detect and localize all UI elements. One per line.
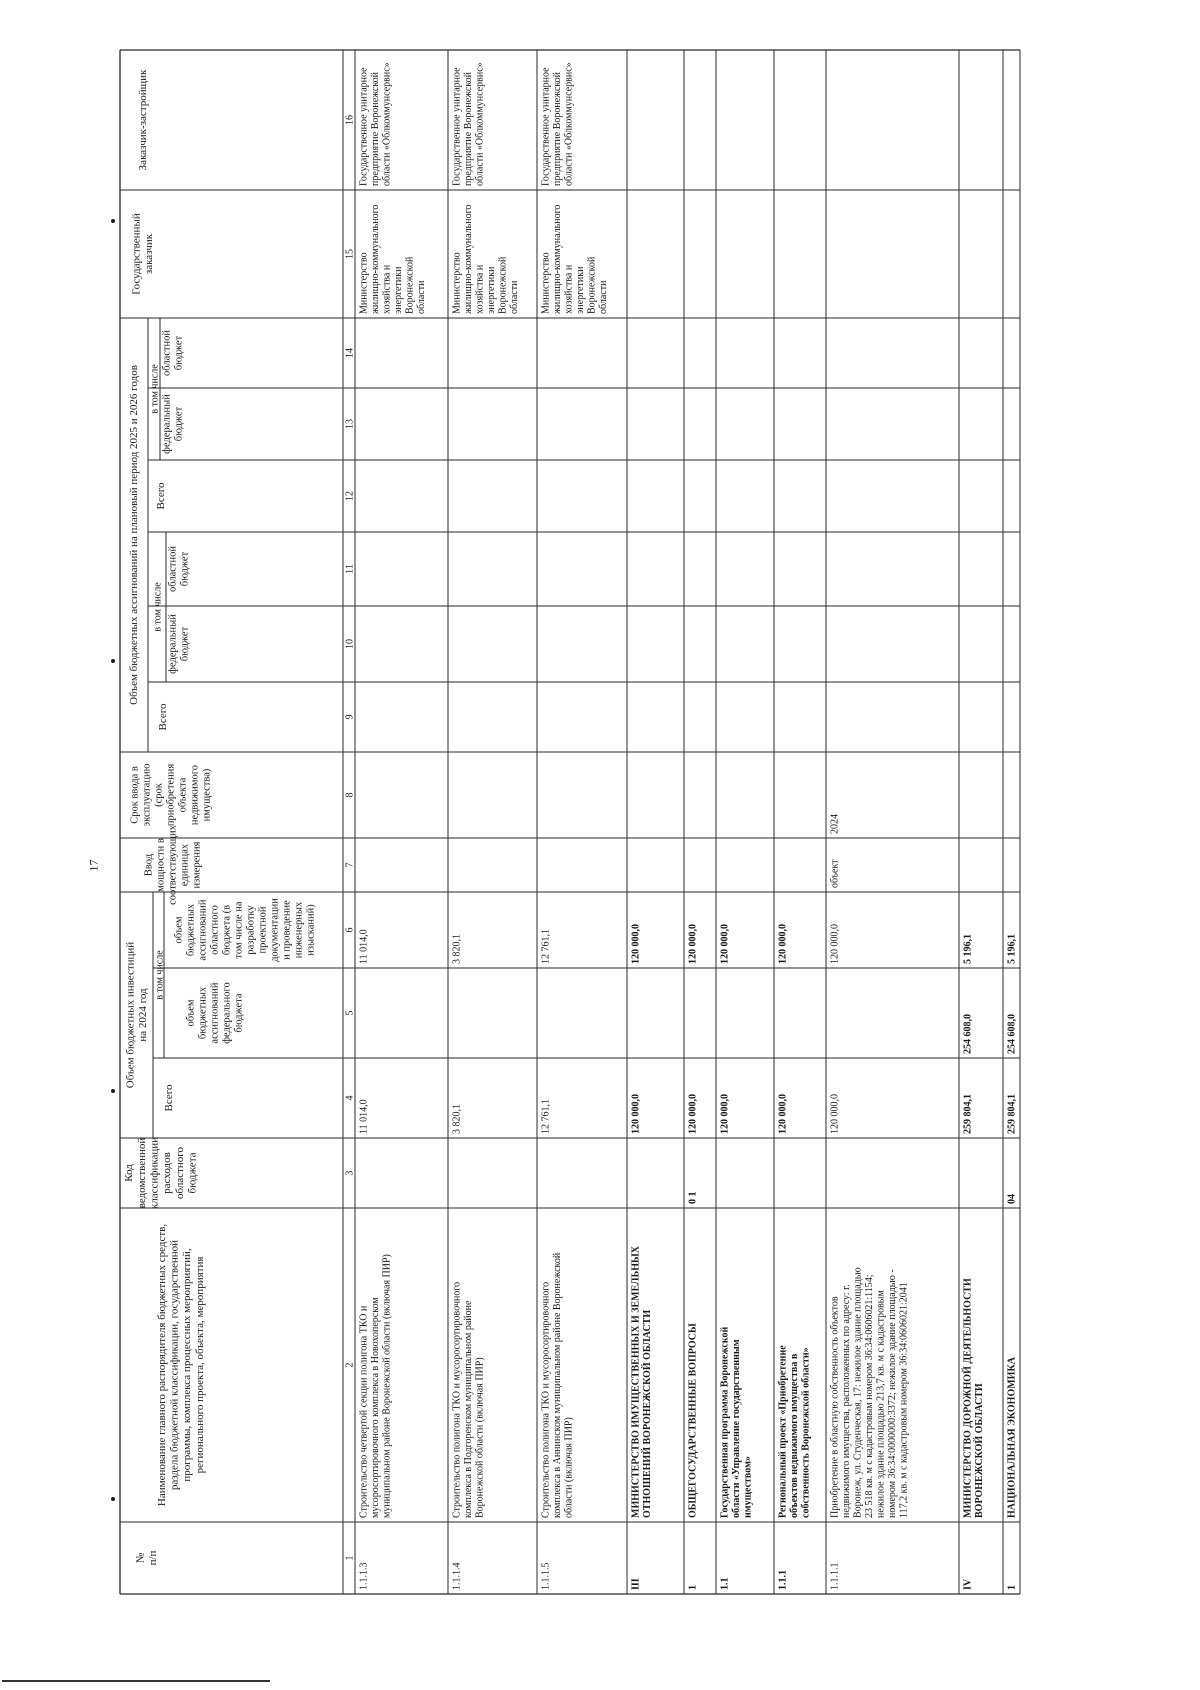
row-total-2024: 11 014,0 (358, 1099, 370, 1134)
row-name: Строительство четвертой секции полигона ТКО имусоросортировочного комплекса в Новохоперскоммуниципальном районе Воронежской области (включая ПИР) (358, 1254, 393, 1518)
header-fed-plan-b: федеральныйбюджет (161, 394, 185, 454)
header-incl-plan-a: в том числе (152, 582, 164, 632)
row-fed-2024: 254 608,0 (962, 1014, 974, 1054)
row-total-2024: 120 000,0 (777, 1094, 789, 1134)
row-name: ОБЩЕГОСУДАРСТВЕННЫЕ ВОПРОСЫ (687, 1323, 699, 1518)
row-fed-2024: 254 608,0 (1006, 1014, 1018, 1054)
row-number: 1 (687, 1585, 699, 1590)
row-number: III (630, 1578, 642, 1590)
column-number: 8 (344, 792, 356, 798)
column-number: 9 (344, 714, 356, 720)
row-number: 1.1 (719, 1577, 731, 1590)
row-total-2024: 259 804,1 (962, 1094, 974, 1134)
column-number: 11 (344, 564, 356, 574)
row-name: МИНИСТЕРСТВО ИМУЩЕСТВЕННЫХ И ЗЕМЕЛЬНЫХОТНОШЕНИЙ ВОРОНЕЖСКОЙ ОБЛАСТИ (630, 1245, 653, 1518)
row-total-2024: 120 000,0 (687, 1094, 699, 1134)
row-customer: Министерствожилищно-коммунальногохозяйства иэнергетикиВоронежскойобласти (451, 204, 520, 314)
header-fed-2024: объембюджетныхассигнованийфедеральногобюджета (185, 982, 245, 1044)
row-number: 1.1.1.3 (358, 1562, 370, 1590)
row-reg-2024: 3 820,1 (451, 934, 463, 964)
row-reg-2024: 5 196,1 (962, 934, 974, 964)
column-number: 2 (344, 1362, 356, 1368)
hole-punch-mark (111, 1497, 115, 1501)
row-code: 0 1 (687, 1191, 699, 1204)
row-term: 2024 (829, 814, 841, 834)
row-customer: Министерствожилищно-коммунальногохозяйства иэнергетикиВоронежскойобласти (358, 204, 427, 314)
row-number: 1.1.1.4 (451, 1562, 463, 1590)
column-number: 14 (344, 348, 356, 358)
row-reg-2024: 5 196,1 (1006, 934, 1018, 964)
header-total-2024: Всего (162, 1084, 175, 1112)
row-reg-2024: 120 000,0 (777, 924, 789, 964)
row-number: 1.1.1 (777, 1570, 789, 1590)
row-builder: Государственное унитарноепредприятие Воронежскойобласти «Облкоммунсервис» (540, 62, 575, 186)
row-reg-2024: 120 000,0 (687, 924, 699, 964)
row-reg-2024: 120 000,0 (630, 924, 642, 964)
row-number: 1.1.1.1 (829, 1562, 841, 1590)
row-name: НАЦИОНАЛЬНАЯ ЭКОНОМИКА (1006, 1357, 1018, 1518)
row-reg-2024: 11 014,0 (358, 929, 370, 964)
header-reg-2024: объембюджетныхассигнованийобластногобюджета (втом числе наразработкупроектнойдокументациии проведениеинженерныхизысканий) (173, 898, 317, 962)
column-number: 5 (344, 1010, 356, 1016)
column-number: 10 (344, 639, 356, 649)
header-builder: Заказчик-застройщик (136, 69, 149, 171)
header-reg-plan-b: областнойбюджет (161, 330, 185, 376)
header-term: Срок ввода вэксплуатацию(срокприобретенияобъектанедвижимогоимущества) (129, 763, 213, 827)
column-number: 16 (344, 115, 356, 125)
row-total-2024: 120 000,0 (829, 1094, 841, 1134)
page-number: 17 (86, 859, 101, 872)
hole-punch-mark (111, 219, 115, 223)
column-number: 1 (344, 1555, 356, 1561)
row-name: Приобретение в областную собственность объектовнедвижимого имущества, расположенных по адресу: г.Воронеж, ул. Студенческая, 17: нежилое здание площадью23 518 кв. м с кадастровым номером 36:34:0606021:1154;нежилое здание площадью 213,7 кв. м с кадастровымномером 36:34:0000000:3372; нежилое здание площадью -117,2 кв. м с кадастровым номером 36:34:0606021:2041 (829, 1267, 910, 1518)
column-number: 7 (344, 862, 356, 868)
row-capacity: объект (829, 859, 841, 888)
row-name: Строительство полигона ТКО и мусоросортировочногокомплекса в Аннинском муниципальном районе Воронежскойобласти (включая ПИР) (540, 1252, 575, 1518)
row-code: 04 (1006, 1194, 1018, 1204)
row-total-2024: 120 000,0 (719, 1094, 731, 1134)
row-total-2024: 120 000,0 (630, 1094, 642, 1134)
row-reg-2024: 120 000,0 (829, 924, 841, 964)
header-total-plan-a: Всего (156, 703, 169, 731)
column-number: 3 (344, 1170, 356, 1176)
column-number: 6 (344, 927, 356, 933)
row-number: IV (962, 1578, 974, 1590)
row-name: Строительство полигона ТКО и мусоросортировочногокомплекса в Подгоренском муниципальном районеВоронежской области (включая ПИР) (451, 1281, 486, 1518)
row-builder: Государственное унитарноепредприятие Воронежскойобласти «Облкоммунсервис» (451, 62, 486, 186)
header-fed-plan-a: федеральныйбюджет (167, 614, 191, 674)
header-total-plan-b: Всего (154, 482, 167, 510)
column-number: 15 (344, 249, 356, 259)
column-number: 4 (344, 1095, 356, 1101)
row-builder: Государственное унитарноепредприятие Воронежскойобласти «Облкоммунсервис» (358, 62, 393, 186)
row-total-2024: 12 761,1 (540, 1099, 552, 1134)
header-code: Кодведомственнойклассификациирасходовобластногобюджета (123, 1136, 199, 1210)
row-reg-2024: 120 000,0 (719, 924, 731, 964)
header-incl-plan-b: в том числе (149, 364, 161, 414)
row-number: 1.1.1.5 (540, 1562, 552, 1590)
header-customer: Государственныйзаказчик (130, 213, 156, 295)
column-number: 13 (344, 419, 356, 429)
header-group-plan: Объем бюджетных ассигнований на плановый период 2025 и 2026 годов (127, 365, 140, 705)
hole-punch-mark (111, 659, 115, 663)
row-reg-2024: 12 761,1 (540, 929, 552, 964)
header-reg-plan-a: областнойбюджет (167, 546, 191, 592)
header-group-2024: Объем бюджетных инвестицийна 2024 год (124, 941, 150, 1089)
row-name: МИНИСТЕРСТВО ДОРОЖНОЙ ДЕЯТЕЛЬНОСТИВОРОНЕЖСКОЙ ОБЛАСТИ (962, 1278, 985, 1518)
row-name: Государственная программа Воронежскойобласти «Управление государственнымимуществом» (719, 1326, 754, 1518)
row-number: 1 (1006, 1585, 1018, 1590)
row-customer: Министерствожилищно-коммунальногохозяйства иэнергетикиВоронежскойобласти (540, 204, 609, 314)
row-total-2024: 259 804,1 (1006, 1094, 1018, 1134)
row-total-2024: 3 820,1 (451, 1104, 463, 1134)
row-name: Региональный проект «Приобретениеобъектов недвижимого имущества всобственность Воронежской области» (777, 1345, 812, 1518)
header-capacity: Вводмощности всоответствующихединицахизмерения (143, 825, 203, 905)
header-name: Наименование главного распорядителя бюджетных средств,раздела бюджетной классификации, государственнойпрограммы, комплекса процессных мероприятий,регионального проекта, объекта, мероприятия (155, 1223, 206, 1507)
hole-punch-mark (111, 1089, 115, 1093)
table-cells (123, 62, 1017, 1590)
column-number: 12 (344, 491, 356, 501)
scan-artifact-line (2, 1680, 270, 1682)
header-num: №п/п (134, 1550, 160, 1566)
header-incl-2024: в том числе (154, 950, 166, 1000)
